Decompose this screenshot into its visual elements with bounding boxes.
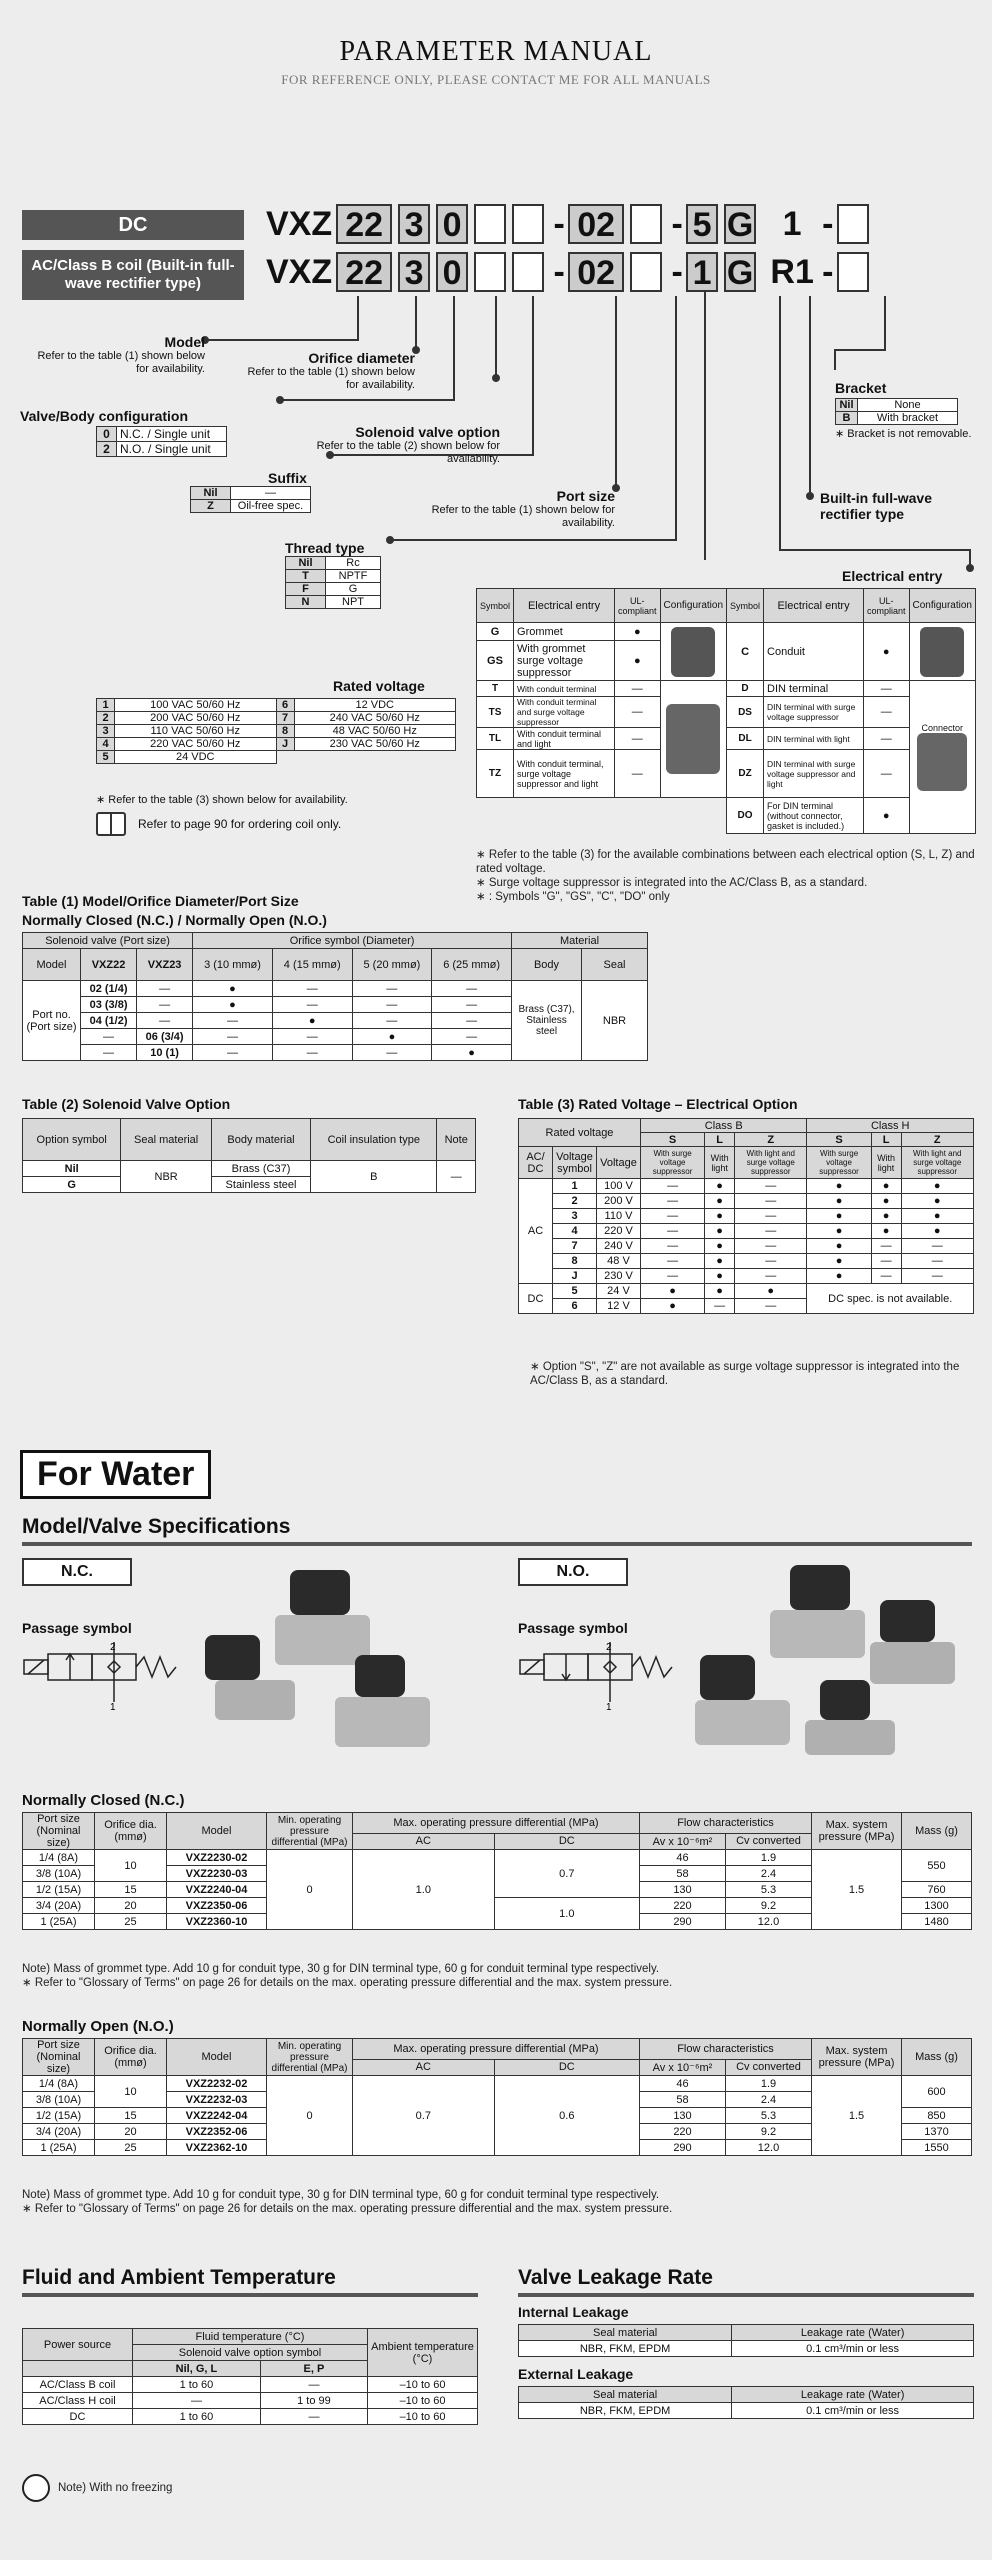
external-leakage-title: External Leakage: [518, 2366, 634, 2382]
bracket-callout: Bracket Nil None B With bracket ∗ Bracket is not removable.: [835, 380, 972, 440]
magnifier-icon: [22, 2474, 50, 2502]
nc-passage-label: Passage symbol: [22, 1620, 132, 1636]
valve-body-table: 0 N.C. / Single unit 2 N.O. / Single unit: [96, 426, 227, 457]
code-electrical: G: [724, 204, 756, 244]
spec-section-title: Model/Valve Specifications: [22, 1515, 291, 1538]
suffix-table: Nil — Z Oil-free spec.: [190, 486, 311, 513]
code-option-box: [474, 204, 506, 244]
section-rule: [22, 1542, 972, 1546]
code-tail: 1: [782, 204, 802, 243]
rectifier-callout: Built-in full-wave rectifier type: [820, 490, 932, 522]
suffix-callout: Suffix Nil — Z Oil-free spec.: [190, 470, 311, 513]
code-prefix: VXZ: [266, 204, 333, 243]
code-suffix-box: [512, 204, 544, 244]
model-callout: Model Refer to the table (1) shown below for availability.: [37, 334, 205, 375]
nc-passage-symbol: [22, 1640, 197, 1710]
nc-label: N.C.: [22, 1558, 132, 1586]
svg-text:1: 1: [606, 1702, 612, 1710]
table3-title: Table (3) Rated Voltage – Electrical Option: [518, 1096, 798, 1112]
for-water-title: For Water: [20, 1450, 211, 1499]
coil-order-note: Refer to page 90 for ordering coil only.: [96, 812, 341, 836]
code-port: 02: [568, 204, 624, 244]
leakage-rule: [518, 2293, 974, 2297]
table1-subtitle: Normally Closed (N.C.) / Normally Open (N.O.): [22, 912, 327, 928]
conduit-config-image: [909, 623, 976, 681]
external-leakage-table: Seal material Leakage rate (Water) NBR, FKM, EPDM 0.1 cm³/min or less: [518, 2386, 974, 2419]
table2-title: Table (2) Solenoid Valve Option: [22, 1096, 231, 1112]
thread-table: Nil Rc T NPTF F G N NPT: [285, 556, 381, 609]
table1: Solenoid valve (Port size) Orifice symbol (Diameter) Material Model VXZ22 VXZ23 3 (10 mmø) 4 (15 mmø) 5 (20 mmø) 6 (25 mmø) Body Seal Port no. (Port size) 02 (1/4) — ● — — — Brass (C37), Stainless steel NBR 03 (3/8) — ● — — — 04 (1/2) — — ● — — — 06 (3/4) — — ● — — 10 (1) — — — ●: [22, 932, 648, 1061]
valve-body-callout: Valve/Body configuration 0 N.C. / Single unit 2 N.O. / Single unit: [20, 408, 227, 457]
code-model: 22: [336, 204, 392, 244]
no-passage-symbol: [518, 1640, 693, 1710]
electrical-entry-title: Electrical entry: [842, 568, 943, 584]
electrical-notes: ∗ Refer to the table (3) for the available combinations between each electrical option (S, L, Z) and rated voltage. ∗ Surge voltage suppressor is integrated into the AC/Class B, as a standard. ∗ : Symbols "G", "GS", "C", "DO" only: [476, 849, 975, 903]
terminal-config-image: [660, 681, 726, 798]
table1-title: Table (1) Model/Orifice Diameter/Port Size: [22, 893, 299, 909]
svg-text:2: 2: [606, 1642, 612, 1653]
nc-valve-photo: [195, 1560, 485, 1760]
fluid-rule: [22, 2293, 478, 2297]
table3-note: ∗ Option "S", "Z" are not available as surge voltage suppressor is integrated into the AC/Class B, as a standard.: [530, 1361, 960, 1387]
solenoid-option-callout: Solenoid valve option Refer to the table (2) shown below for availability.: [316, 424, 500, 465]
no-valve-photo: [690, 1560, 975, 1760]
dc-label: DC: [22, 210, 244, 240]
nc-table-title: Normally Closed (N.C.): [22, 1792, 185, 1809]
page-title: PARAMETER MANUAL: [339, 36, 653, 67]
electrical-entry-table: Symbol Electrical entry UL-compliant Configuration Symbol Electrical entry UL-compliant Configuration G Grommet ● C Conduit ● GS With grommet surge voltage suppressor ● T With conduit terminal — D DIN terminal — Connector TS With conduit terminal and surge voltage suppressor — DS DIN terminal with surge voltage suppressor — TL With conduit terminal and light — DL DIN terminal with light — TZ With conduit terminal, surge voltage suppressor and light — DZ DIN terminal with surge voltage suppressor and light — DO For DIN terminal (without connector, gasket is included.) ●: [476, 588, 976, 834]
no-table-title: Normally Open (N.O.): [22, 2018, 174, 2035]
no-table-notes: Note) Mass of grommet type. Add 10 g for conduit type, 30 g for DIN terminal type, 60 g for conduit terminal type respectively. ∗ Refer to "Glossary of Terms" on page 26 for details on the max. operating pressure differential and the max. system pressure.: [22, 2189, 673, 2215]
page-subtitle: FOR REFERENCE ONLY, PLEASE CONTACT ME FOR ALL MANUALS: [281, 72, 711, 87]
internal-leakage-title: Internal Leakage: [518, 2304, 629, 2320]
code-body: 0: [436, 204, 468, 244]
book-icon: [96, 812, 126, 836]
nc-spec-table: Port size (Nominal size) Orifice dia. (mmø) Model Min. operating pressure differential (MPa) Max. operating pressure differential (MPa) Flow characteristics Max. system pressure (MPa) Mass (g) AC DC Av x 10⁻⁶m² Cv converted 1/4 (8A) 10 VXZ2230-02 0 1.0 0.7 46 1.9 1.5 550 3/8 (10A) VXZ2230-03 58 2.4 1/2 (15A) 15 VXZ2240-04 130 5.3 760 3/4 (20A) 20 VXZ2350-06 1.0 220 9.2 1300 1 (25A) 25 VXZ2360-10 290 12.0 1480: [22, 1812, 972, 1930]
table3: Rated voltage Class B Class H S L Z S L Z AC/ DC Voltage symbol Voltage With surge voltage suppressor With light With light and surge voltage suppressor With surge voltage suppressor With light With light and surge voltage suppressor AC 1 100 V — ● — ● ● ● 2 200 V — ● — ● ● ● 3 110 V — ● — ● ● ● 4 220 V — ● — ● ● ● 7 240 V — ● — ● — — 8 48 V — ● — ● — — J 230 V — ● — ● — — DC 5 24 V ● ● ● DC spec. is not available. 6 12 V ● — —: [518, 1118, 974, 1314]
ac-label: AC/Class B coil (Built-in full-wave rectifier type): [22, 250, 244, 300]
model-code-row-dc: VXZ 22 3 0 - 02 - 5 G 1 -: [266, 204, 875, 244]
no-passage-label: Passage symbol: [518, 1620, 628, 1636]
code-thread-box: [630, 204, 662, 244]
bracket-table: Nil None B With bracket: [835, 398, 958, 425]
fluid-note: Note) With no freezing: [22, 2474, 172, 2502]
table2: Option symbol Seal material Body material Coil insulation type Note Nil NBR Brass (C37) B — G Stainless steel: [22, 1118, 476, 1193]
no-spec-table: Port size (Nominal size) Orifice dia. (mmø) Model Min. operating pressure differential (MPa) Max. operating pressure differential (MPa) Flow characteristics Max. system pressure (MPa) Mass (g) AC DC Av x 10⁻⁶m² Cv converted 1/4 (8A) 10 VXZ2232-02 0 0.7 0.6 46 1.9 1.5 600 3/8 (10A) VXZ2232-03 58 2.4 1/2 (15A) 15 VXZ2242-04 130 5.3 850 3/4 (20A) 20 VXZ2352-06 220 9.2 1370 1 (25A) 25 VXZ2362-10 290 12.0 1550: [22, 2038, 972, 2156]
thread-type-callout: Thread type Nil Rc T NPTF F G N NPT: [285, 540, 381, 609]
no-label: N.O.: [518, 1558, 628, 1586]
model-code-row-ac: VXZ 22 3 0 - 02 - 1 G R1 -: [266, 252, 875, 292]
code-orifice: 3: [398, 204, 430, 244]
code-bracket-box: [837, 204, 869, 244]
code-voltage: 5: [686, 204, 718, 244]
fluid-table: Power source Fluid temperature (°C) Ambient temperature (°C) Solenoid valve option symbol Nil, G, L E, P AC/Class B coil 1 to 60 — –10 to 60 AC/Class H coil — 1 to 99 –10 to 60 DC 1 to 60 — –10 to 60: [22, 2328, 478, 2425]
rated-voltage-title: Rated voltage: [333, 678, 425, 694]
internal-leakage-table: Seal material Leakage rate (Water) NBR, FKM, EPDM 0.1 cm³/min or less: [518, 2324, 974, 2357]
grommet-config-image: [660, 623, 726, 681]
nc-table-notes: Note) Mass of grommet type. Add 10 g for conduit type, 30 g for DIN terminal type, 60 g for conduit terminal type respectively. ∗ Refer to "Glossary of Terms" on page 26 for details on the max. operating pressure differential and the max. system pressure.: [22, 1963, 673, 1989]
port-size-callout: Port size Refer to the table (1) shown below for availability.: [431, 488, 615, 529]
orifice-callout: Orifice diameter Refer to the table (1) shown below for availability.: [247, 350, 415, 391]
svg-text:1: 1: [110, 1702, 116, 1710]
din-config-image: Connector: [909, 681, 976, 834]
svg-text:2: 2: [110, 1642, 116, 1653]
rated-voltage-table: 1 100 VAC 50/60 Hz 6 12 VDC 2 200 VAC 50/60 Hz 7 240 VAC 50/60 Hz 3 110 VAC 50/60 Hz 8 48 VAC 50/60 Hz 4 220 VAC 50/60 Hz J 230 VAC 50/60 Hz 5 24 VDC: [96, 698, 456, 764]
rated-voltage-note: ∗ Refer to the table (3) shown below for availability.: [96, 794, 348, 806]
fluid-title: Fluid and Ambient Temperature: [22, 2266, 336, 2289]
leakage-title: Valve Leakage Rate: [518, 2266, 713, 2289]
